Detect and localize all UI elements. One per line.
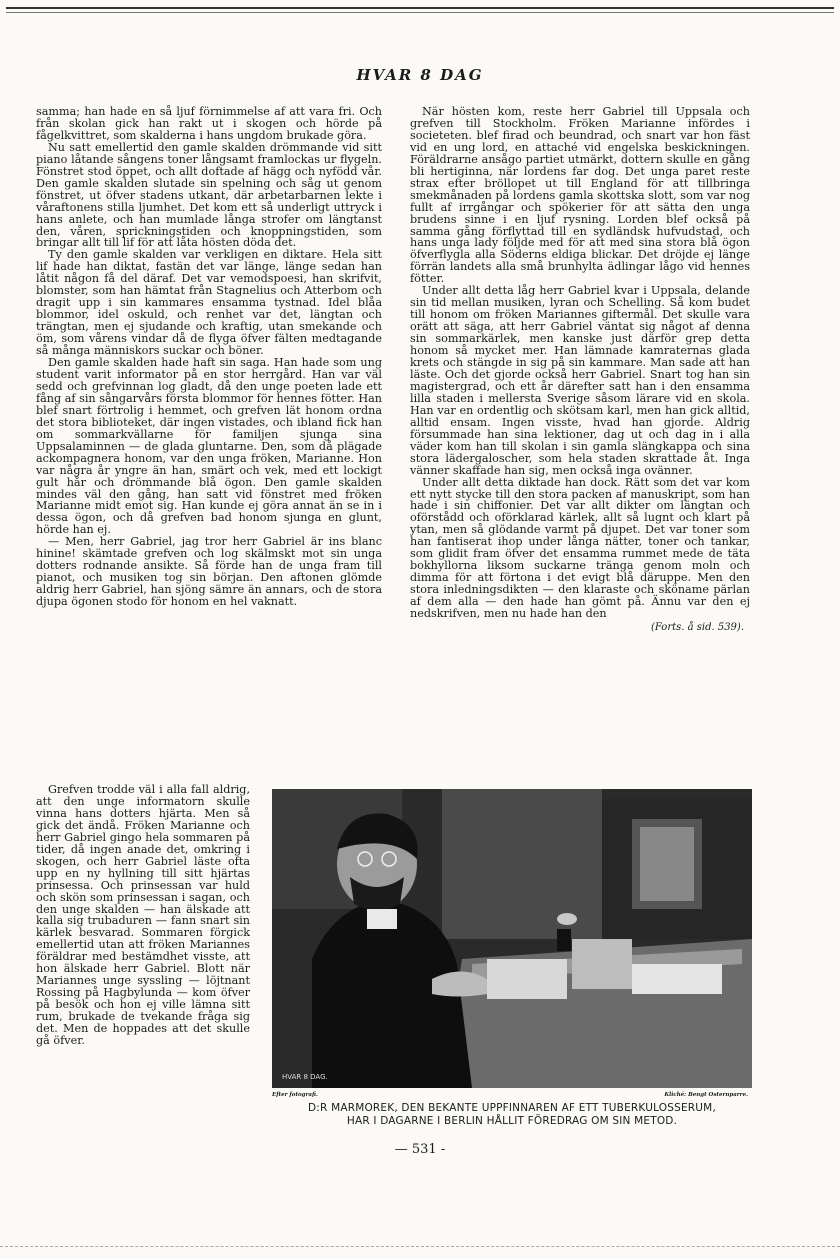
photo-credit-right: Kliché: Bengt Osternparre.	[664, 1092, 748, 1098]
paragraph: Under allt detta låg herr Gabriel kvar i Uppsala, delande sin tid mellan musiken, lyran och Schelling. Så kom budet till honom om fröken Mariannes giftermål. Det skulle vara orätt att säga, att herr Gabriel väntat sig något af denna sin sommarkärlek, men kanske just därför grep detta honom så mycket mer. Han lämnade kamraternas glada krets och stängde in sig på sin kammare. Man sade att han läste. Och det gjorde också herr Gabriel. Snart tog han sin magistergrad, och ett år därefter satt han i den ensamma lilla staden i mellersta Sverige såsom lärare vid en skola. Han var en ordentlig och skötsam karl, men han gick alltid, alltid ensam. Ingen visste, hvad han gjorde. Aldrig försummade han sina lektioner, dag ut och dag in i alla väder kom han till skolan i sin gamla slängkappa och sina stora lädergaloscher, som hela staden skrattade åt. Inga vänner skaffade han sig, men också inga ovänner.	[410, 284, 750, 477]
photo-credit-left: Efter fotografi.	[272, 1092, 318, 1098]
photo-credits	[272, 1092, 752, 1102]
left-column-bottom	[36, 784, 250, 1047]
portrait-photo	[272, 789, 752, 1088]
page-header-title: HVAR 8 DAG	[356, 66, 484, 84]
caption-line-1: D:R MARMOREK, DEN BEKANTE UPPFINNAREN AF ETT TUBERKULOSSERUM,	[308, 1102, 716, 1114]
paragraph: Ty den gamle skalden var verkligen en diktare. Hela sitt lif hade han diktat, fastän det var länge, länge sedan han låtit någon få del däraf. Det var vemodspoesi, han skrifvit, blomster, som han hämtat från Stagnelius och Atterbom och dragit upp i sin kammares ensamma tystnad. Idel blåa blommor, idel oskuld, och renhet var det, längtan och trängtan, men ej sjudande och kraftig, utan smekande och öm, som vårens vindar då de flyga öfver fälten medtagande så många människors suckar och böner.	[36, 248, 382, 358]
paragraph: Grefven trodde väl i alla fall aldrig, att den unge informatorn skulle vinna hans dotters hjärta. Men så gick det ändå. Fröken Marianne och herr Gabriel gingo hela sommaren på tider, då ingen anade det, omkring i skogen, och herr Gabriel läste ofta upp en ny hyllning till sitt hjärtas prinsessa. Och prinsessan var huld och skön som prinsessan i sagan, och den unge skalden — han älskade att kalla sig trubaduren — fann snart sin kärlek besvarad. Sommaren förgick emellertid utan att fröken Mariannes föräldrar med bestämdhet visste, att hon älskade herr Gabriel. Blott när Mariannes unge syssling — löjtnant Rossing på Hagbylunda — kom öfver på besök och hon ej ville lämna sitt rum, brukade de tvekande fråga sig det. Men de hoppades att det skulle gå öfver.	[36, 783, 250, 1048]
caption-line-2: HAR I DAGARNE I BERLIN HÅLLIT FÖREDRAG OM SIN METOD.	[346, 1115, 678, 1127]
top-rule-thin	[6, 12, 834, 13]
paragraph: samma; han hade en så ljuf förnimmelse af att vara fri. Och från skolan gick han rakt ut i skogen och hörde på fågelkvittret, som skalderna i hans ungdom brukade göra.	[36, 105, 382, 142]
paragraph: — Men, herr Gabriel, jag tror herr Gabriel är ins blanc hinine! skämtade grefven och log skälmskt mot sin unga dotters rodnande ansikte. Så förde han de unga fram till pianot, och musiken tog sin början. Den aftonen glömde aldrig herr Gabriel, han sjöng sämre än annars, och de stora djupa ögonen stodo för honom en hel vaknatt.	[36, 535, 382, 609]
photo-watermark: HVAR 8 DAG.	[282, 1073, 328, 1081]
top-rule	[6, 7, 834, 9]
page-number: — 531 -	[394, 1142, 446, 1157]
paragraph: Den gamle skalden hade haft sin saga. Han hade som ung student varit informator på en stor herrgård. Han var väl sedd och grefvinnan log gladt, då den unge poeten lade ett fång af sin sångarvårs första blommor för hennes fötter. Han blef snart förtrolig i hemmet, och grefven lät honom ordna det stora biblioteket, där ingen vistades, och ibland fick han om sommarkvällarne för familjen sjunga sina Uppsalaminnen — de glada gluntarne. Den, som då plägade ackompagnera honom, var den unga fröken, Marianne. Hon var några år yngre än han, smärt och vek, med ett lockigt gult hår och drömmande blå ögon. Den gamle skalden mindes väl den gång, han satt vid fönstret med fröken Marianne midt emot sig. Han kunde ej göra annat än se in i dessa ögon, och då grefven bad honom sjunga en glunt, hörde han ej.	[36, 356, 382, 537]
left-column-top	[36, 106, 382, 608]
paragraph: Nu satt emellertid den gamle skalden drömmande vid sitt piano låtande sångens toner långsamt framlockas ur flygeln. Fönstret stod öppet, och allt doftade af hägg och nyfödd vår. Den gamle skalden slutade sin spelning och såg ut genom fönstret, ut öfver stadens utkant, där arbetarbarnen lekte i våraftonens stilla ljumhet. Det kom ett så underligt uttryck i hans anlete, och han mumlade långa strofer om längtanst den, våren, sprickningstiden och knoppningstiden, som bringar allt till lif för att låta hösten döda det.	[36, 140, 382, 250]
paragraph: Under allt detta diktade han dock. Rätt som det var kom ett nytt stycke till den stora packen af manuskript, som han hade i sin chiffonier. Det var allt dikter om längtan och oförstådd och oförklarad kärlek, allt så lugnt och klart på ytan, men så glödande varmt på djupet. Det var toner som han fantiserat ihop under långa nätter, toner och tankar, som glidit fram öfver det ensamma rummet mede de täta bokhyllorna liksom suckarne tränga genom moln och dimma för att förtona i det evigt blå däruppe. Men den stora inledningsdikten — den klaraste och sköname pärlan af dem alla — den hade han gömt på. Ännu var den ej nedskrifven, men nu hade han den	[410, 475, 750, 621]
page-bottom-edge	[0, 1246, 840, 1248]
paragraph: När hösten kom, reste herr Gabriel till Uppsala och grefven till Stockholm. Fröken Marianne infördes i societeten. blef firad och beundrad, och snart var hon fäst vid en ung lord, en attaché vid engelska beskickningen. Föräldrarne ansågo partiet utmärkt, dottern skulle en gång bli hertiginna, när lordens far dog. Det unga paret reste strax efter bröllopet ut till England för att tillbringa smekmånaden på lordens gamla skottska slott, som var nog fullt af irrgångar och spökerier för att sätta den unga brudens sinne i en ljuf rysning. Lorden blef också på samma gång förflyttad till en sydländsk hufvudstad, och hans unga lady följde med för att med sina stora blå ögon öfverflygla alla Söderns eldiga blickar. Det dröjde ej länge förrän landets alla små brunhylta ädlingar lågo vid hennes fötter.	[410, 105, 750, 286]
continuation-note: (Forts. å sid. 539).	[651, 621, 744, 633]
photo-caption	[262, 1102, 762, 1128]
right-column	[410, 106, 750, 634]
